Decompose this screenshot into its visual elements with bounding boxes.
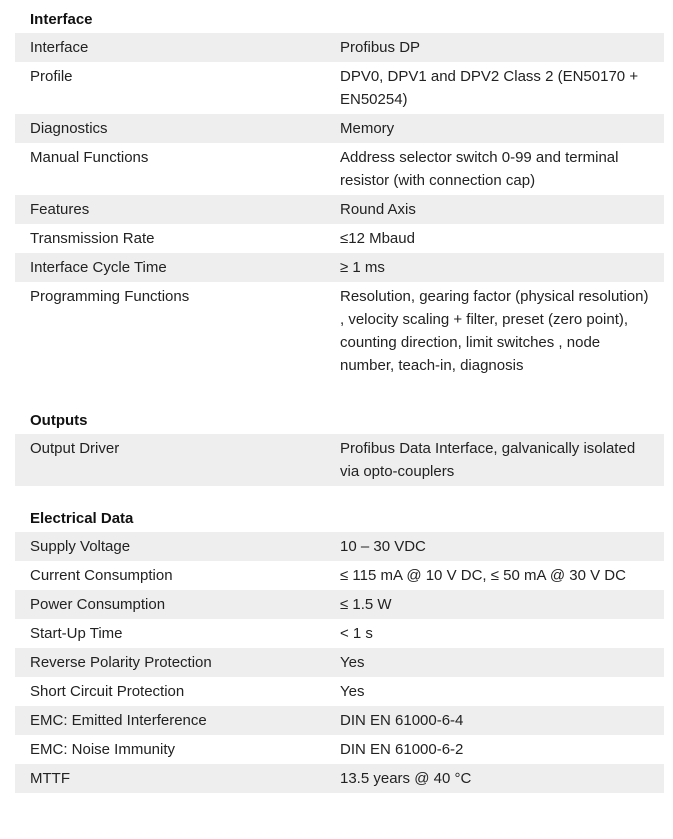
section-gap: [0, 388, 673, 408]
spec-value: Address selector switch 0-99 and terminal resistor (with connection cap): [340, 149, 619, 189]
spec-value: Profibus Data Interface, galvanically isolated via opto-couplers: [340, 440, 636, 480]
spec-value: ≤ 1.5 W: [340, 596, 392, 613]
spec-label: Current Consumption: [30, 567, 173, 584]
spec-row-mttf: [15, 764, 664, 793]
spec-value: ≤ 115 mA @ 10 V DC, ≤ 50 mA @ 30 V DC: [340, 567, 626, 584]
section-gap: [0, 486, 673, 506]
spec-table: [15, 532, 664, 793]
spec-row-interface-cycle-time: [15, 253, 664, 282]
section-interface: [0, 7, 673, 388]
spec-row-power-consumption: [15, 590, 664, 619]
spec-value: < 1 s: [340, 625, 373, 642]
spec-value: Memory: [340, 120, 395, 137]
spec-row-manual-functions: [15, 143, 664, 195]
spec-label: Features: [30, 201, 90, 218]
spec-value: DIN EN 61000-6-2: [340, 741, 464, 758]
spec-value: DPV0, DPV1 and DPV2 Class 2 (EN50170 + EN50254): [340, 68, 639, 108]
spec-value: ≥ 1 ms: [340, 259, 385, 276]
spec-row-output-driver: [15, 434, 664, 486]
spec-label: Start-Up Time: [30, 625, 123, 642]
spec-label: EMC: Emitted Interference: [30, 712, 207, 729]
spec-label: Transmission Rate: [30, 230, 155, 247]
spec-row-supply-voltage: [15, 532, 664, 561]
spec-value: Yes: [340, 654, 365, 671]
spec-label: Diagnostics: [30, 120, 108, 137]
spec-value: DIN EN 61000-6-4: [340, 712, 464, 729]
spec-table: [15, 33, 664, 388]
spec-value: 13.5 years @ 40 °C: [340, 770, 472, 787]
spec-label: Profile: [30, 68, 73, 85]
spec-label: Output Driver: [30, 440, 120, 457]
spec-label: Interface: [30, 39, 89, 56]
section-title: Electrical Data: [30, 510, 134, 527]
spec-value: Profibus DP: [340, 39, 421, 56]
spec-table: [15, 434, 664, 486]
spec-value: 10 – 30 VDC: [340, 538, 426, 555]
spec-label: Interface Cycle Time: [30, 259, 167, 276]
spec-row-features: [15, 195, 664, 224]
spec-row-start-up-time: [15, 619, 664, 648]
spec-label: Short Circuit Protection: [30, 683, 185, 700]
spec-row-current-consumption: [15, 561, 664, 590]
spec-row-transmission-rate: [15, 224, 664, 253]
spec-value: Round Axis: [340, 201, 416, 218]
spec-label: Programming Functions: [30, 288, 190, 305]
spec-row-profile: [15, 62, 664, 114]
spec-row-short-circuit-protection: [15, 677, 664, 706]
spec-row-interface: [15, 33, 664, 62]
section-title: Interface: [30, 11, 93, 28]
spec-value: Resolution, gearing factor (physical resolution) , velocity scaling + filter, preset (zero point), counting direction, limit switches , node number, teach-in, diagnosis: [340, 288, 649, 374]
spec-label: Supply Voltage: [30, 538, 131, 555]
spec-label: MTTF: [30, 770, 70, 787]
section-electrical-data: [0, 506, 673, 793]
section-title: Outputs: [30, 412, 88, 429]
spec-row-programming-functions: [15, 282, 664, 388]
spec-value: ≤12 Mbaud: [340, 230, 415, 247]
spec-row-diagnostics: [15, 114, 664, 143]
spec-label: Manual Functions: [30, 149, 149, 166]
spec-label: Power Consumption: [30, 596, 166, 613]
spec-row-emc-noise-immunity: [15, 735, 664, 764]
section-outputs: [0, 408, 673, 486]
spec-value: Yes: [340, 683, 365, 700]
spec-row-emc-emitted-interference: [15, 706, 664, 735]
spec-label: EMC: Noise Immunity: [30, 741, 176, 758]
spec-row-reverse-polarity-protection: [15, 648, 664, 677]
spec-label: Reverse Polarity Protection: [30, 654, 212, 671]
